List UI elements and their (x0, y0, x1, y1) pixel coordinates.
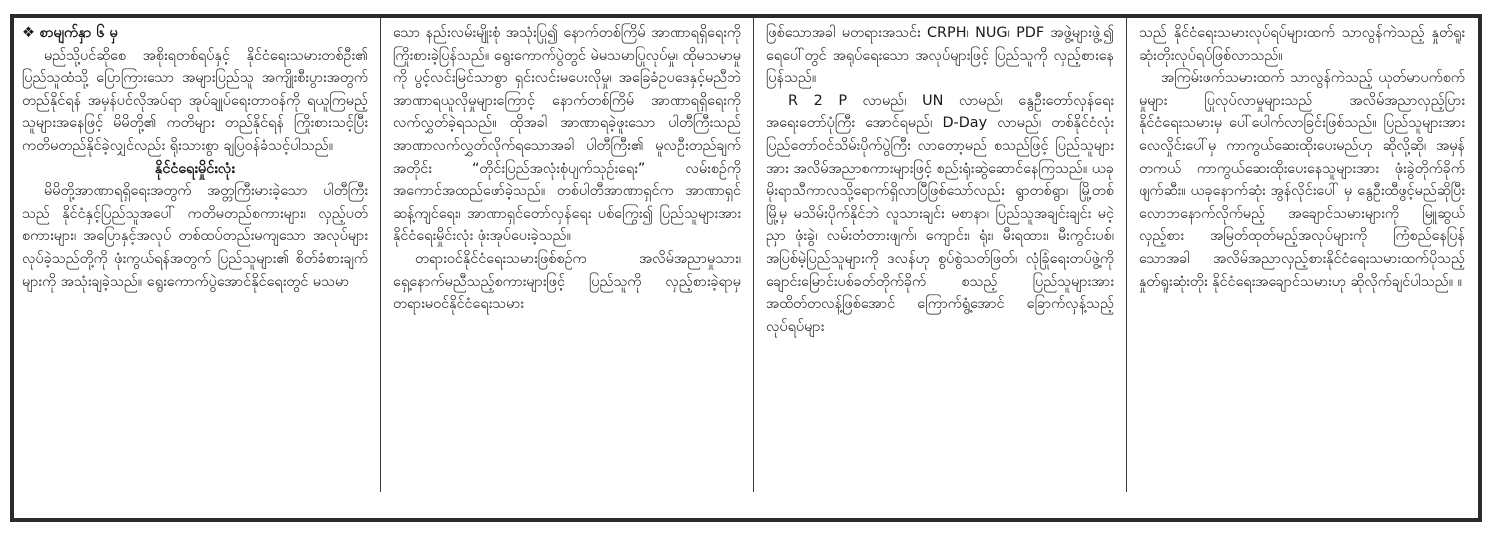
article-column-2 (393, 22, 741, 500)
column-rule (753, 18, 754, 492)
section-heading: နိုင်ငံရေးမှိုင်းလုံး (154, 160, 236, 177)
diamond-bullet-icon: ❖ (22, 25, 35, 41)
column-rule (1126, 18, 1127, 492)
paragraph: မိမိတို့အာဏာရရှိရေးအတွက် အတ္တကြီးမားခဲ့သော ပါတီကြီးသည် နိုင်ငံနှင့်ပြည်သူအပေါ် ကတိမတည်စကားများ၊ လှည့်ပတ်စကားများ၊ အပြောနှင့်အလုပ် တစ်ထပ်တည်းမကျသော အလုပ်များ လုပ်ခဲ့သည်တို့ကို ဖုံးကွယ်ရန်အတွက် ပြည်သူများ၏ စိတ်ခံစားချက်များကို အသုံးချခဲ့သည်။ ရွေးကောက်ပွဲအောင်နိုင်ရေးတွင် မသမာ (22, 183, 368, 290)
paragraph: တရားဝင်နိုင်ငံရေးသမားဖြစ်စဉ်က အလိမ်အညာမှုသား၊ ရှေ့နောက်မညီသည့်စကားများဖြင့် ပြည်သူကို လှည့်စားခဲ့ရာမှ တရားမဝင်နိုင်ငံရေးသမား (393, 250, 741, 313)
article-column-4 (1139, 22, 1465, 500)
paragraph: မည်သို့ပင်ဆိုစေ အစိုးရတစ်ရပ်နှင့် နိုင်ငံရေးသမားတစ်ဦး၏ ပြည်သူထံသို့ ပြောကြားသော အများပြည်သူ အကျိုးစီးပွားအတွက် တည်နိုင်ရန် အမှန်ပင်လိုအပ်ရာ အုပ်ချုပ်ရေးတာဝန်ကို ရယူကြမည့်သူများအနေဖြင့် မိမိတို့၏ ကတိများ တည်နိုင်ရန် ကြိုးစားသင့်ပြီး ကတိမတည်နိုင်ခဲ့လျှင်လည်း ရိုးသားစွာ ချပြဝန်ခံသင့်ပါသည်။ (22, 47, 368, 154)
paragraph: သော နည်းလမ်းမျိုးစုံ အသုံးပြု၍ နောက်တစ်ကြိမ် အာဏာရရှိရေးကို ကြိုးစားခဲ့ပြန်သည်။ ရွေးကောက်ပွဲတွင် မဲမသမာပြုလုပ်မှု၊ ထိုမသမာမှုကို ပွင့်လင်းမြင်သာစွာ ရှင်းလင်းမပေးလိုမှု၊ အခြေခံဥပဒေနှင့်မညီဘဲ အာဏာရယူလိုမှုများကြောင့် နောက်တစ်ကြိမ် အာဏာရရှိရေးကို လက်လွှတ်ခဲ့ရသည်။ ထိုအခါ အာဏာရခဲ့ဖူးသော ပါတီကြီးသည် အာဏာလက်လွှတ်လိုက်ရသောအခါ ပါတီကြီး၏ မူလဦးတည်ချက်အတိုင်း “တိုင်းပြည်အလုံးစုံပျက်သုဉ်းရေး” လမ်းစဉ်ကို အကောင်အထည်ဖော်ခဲ့သည်။ တစ်ပါတီအာဏာရှင်က အာဏာရှင်ဆန့်ကျင်ရေး၊ အာဏာရှင်တော်လှန်ရေး ပစ်ကြွေး၍ ပြည်သူများအား နိုင်ငံရေးမှိုင်းလုံး ဖုံးအုပ်ပေးခဲ့သည်။ (393, 25, 741, 245)
continued-from-line (22, 22, 368, 45)
column-rule (380, 18, 381, 492)
continued-from-label: စာမျက်နှာ ၆ မှ (39, 25, 118, 41)
article-column-3 (766, 22, 1114, 500)
article-column-1 (22, 22, 368, 500)
paragraph: ဖြစ်သောအခါ မတရားအသင်း CRPH၊ NUG၊ PDF အဖွဲ့များဖွဲ့၍ ရေပေါ်တွင် အရုပ်ရေးသော အလုပ်များဖြင့် ပြည်သူကို လှည့်စားနေပြန်သည်။ (766, 25, 1114, 87)
paragraph: သည် နိုင်ငံရေးသမားလုပ်ရပ်များထက် သာလွန်ကဲသည့် နှုတ်ရူးဆုံးတိုးလုပ်ရပ်ဖြစ်လာသည်။ (1139, 25, 1465, 64)
paragraph: R 2 P လာမည်၊ UN လာမည်၊ နွေဦးတော်လှန်ရေး အရေးတော်ပုံကြီး အောင်ရမည်၊ D-Day လာမည်၊ တစ်နိုင်ငံလုံး ပြည်တော်ဝင်သိမ်းပိုက်ပွဲကြီး လာတော့မည် စသည်ဖြင့် ပြည်သူများအား အလိမ်အညာစကားများဖြင့် စည်းရုံးဆွဲဆောင်နေကြသည်။ ယခုမိုးရာသီကာလသို့ရောက်ရှိလာပြီဖြစ်သော်လည်း ရွာတစ်ရွာ၊ မြို့တစ်မြို့မှ မသိမ်းပိုက်နိုင်ဘဲ လူသားချင်း မစာနာ၊ ပြည်သူအချင်းချင်း မငဲ့ညှာ ဖုံးခွဲ၊ လမ်းတံတားဖျက်၊ ကျောင်း၊ ရုံး၊ မီးရထား၊ မီးကွင်းပစ်၊ အပြစ်မဲ့ပြည်သူများကို ဒလန်ဟု စွပ်စွဲသတ်ဖြတ်၊ လုံခြုံရေးတပ်ဖွဲ့ကို ချောင်းမြောင်းပစ်ခတ်တိုက်ခိုက် စသည့် ပြည်သူများအား အထိတ်တလန့်ဖြစ်အောင် ကြောက်ရွံ့အောင် ခြောက်လှန့်သည့်လုပ်ရပ်များ (766, 92, 1114, 335)
paragraph: အကြမ်းဖက်သမားထက် သာလွန်ကဲသည့် ယုတ်မာပက်စက်မှုများ ပြုလုပ်လာမှုများသည် အလိမ်အညာလှည့်ပြား နိုင်ငံရေးသမားမှ ပေါ်ပေါက်လာခြင်းဖြစ်သည်။ ပြည်သူများအား လေလှိုင်းပေါ်မှ ကာကွယ်ဆေးထိုးပေးမည်ဟု ဆိုလို့ဆို၊ အမှန်တကယ် ကာကွယ်ဆေးထိုးပေးနေသူများအား ဖုံးခွဲတိုက်ခိုက်ဖျက်ဆီး။ ယခုနောက်ဆုံး အွန်လိုင်းပေါ် မှ နွေဦးထီဖွင့်မည်ဆိုပြီး လောဘနောက်လိုက်မည့် အချောင်သမားများကို မြူဆွယ်လှည့်စား အမြတ်ထုတ်မည့်အလုပ်များကို ကြံစည်နေပြန်သောအခါ အလိမ်အညာလှည့်စားနိုင်ငံရေးသမားထက်ပိုသည့် နှုတ်ရူးဆုံးတိုး နိုင်ငံရေးအချောင်သမားဟု ဆိုလိုက်ချင်ပါသည်။ ။ (1139, 70, 1465, 290)
